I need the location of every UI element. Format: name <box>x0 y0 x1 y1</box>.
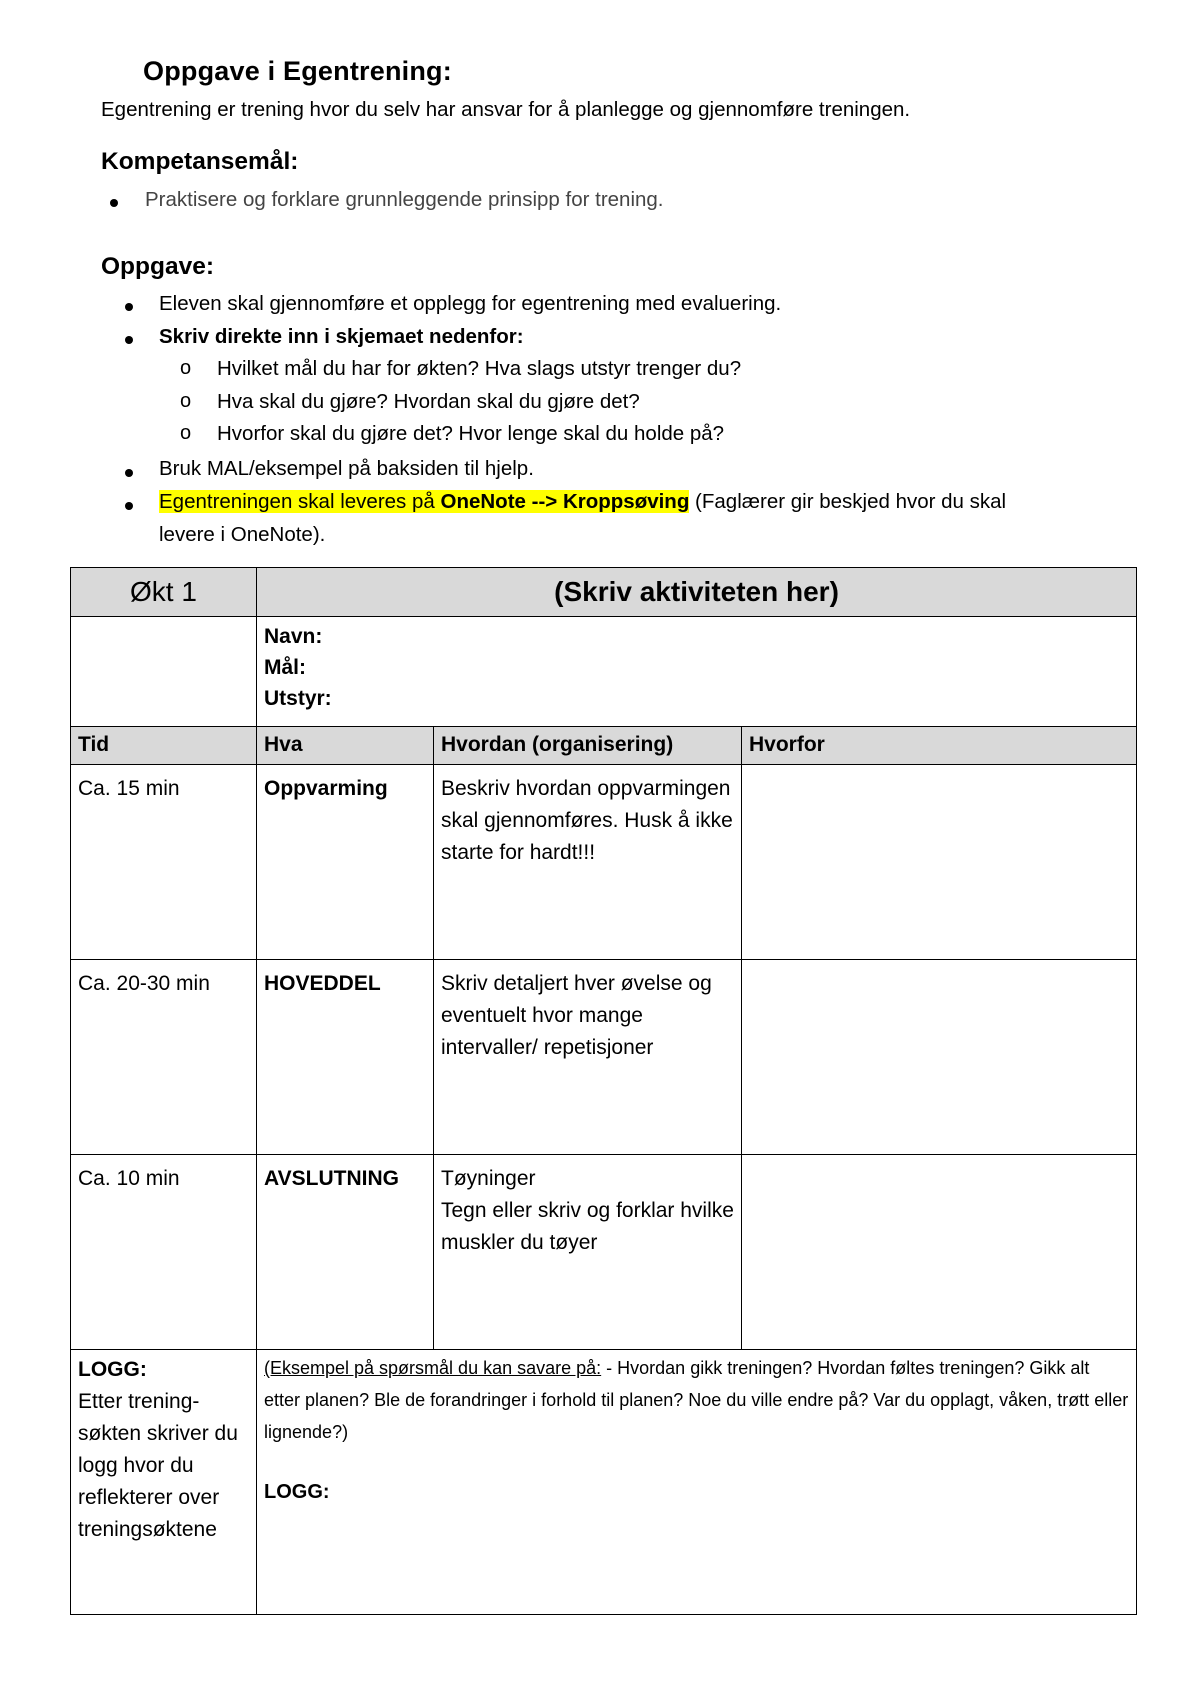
what-cell: AVSLUTNING <box>257 1155 434 1350</box>
how-line-1: Tøyninger <box>441 1167 536 1190</box>
what-cell: Oppvarming <box>257 765 434 960</box>
bullet-icon <box>125 303 133 311</box>
bullet-icon <box>125 469 133 477</box>
why-cell[interactable] <box>742 765 1137 960</box>
circle-bullet-icon: o <box>180 390 192 412</box>
table-row <box>71 1155 1137 1350</box>
circle-bullet-icon: o <box>180 422 192 444</box>
circle-bullet-icon: o <box>180 357 192 379</box>
info-fields-cell[interactable] <box>257 617 1137 727</box>
table-row <box>71 960 1137 1155</box>
time-cell: Ca. 10 min <box>71 1155 257 1350</box>
task-item-1: Eleven skal gjennomføre et opplegg for egentrening med evaluering. <box>159 292 782 315</box>
time-cell: Ca. 20-30 min <box>71 960 257 1155</box>
task-heading: Oppgave: <box>101 253 214 280</box>
log-label: LOGG: <box>78 1358 147 1381</box>
info-empty-cell <box>71 617 257 727</box>
competence-item: Praktisere og forklare grunnleggende prinsipp for trening. <box>145 188 664 211</box>
log-description-cell <box>71 1350 257 1615</box>
time-cell: Ca. 15 min <box>71 765 257 960</box>
column-header-how: Hvordan (organisering) <box>434 727 742 765</box>
how-cell[interactable] <box>434 1155 742 1350</box>
how-cell[interactable]: Skriv detaljert hver øvelse og eventuelt hvor mange intervaller/ repetisjoner <box>434 960 742 1155</box>
deliver-location: OneNote --> Kroppsøving <box>440 490 690 513</box>
competence-heading: Kompetansemål: <box>101 148 299 175</box>
what-cell: HOVEDDEL <box>257 960 434 1155</box>
training-plan-table <box>70 567 1137 1615</box>
log-example-lead: (Eksempel på spørsmål du kan savare på: <box>264 1358 602 1378</box>
task-subitem-3: Hvorfor skal du gjøre det? Hvor lenge skal du holde på? <box>217 422 725 445</box>
bullet-icon <box>125 336 133 344</box>
why-cell[interactable] <box>742 1155 1137 1350</box>
intro-text: Egentrening er trening hvor du selv har ansvar for å planlegge og gjennomføre treningen. <box>101 98 911 121</box>
deliver-note: (Faglærer gir beskjed hvor du skal <box>689 490 1007 513</box>
column-header-row <box>71 727 1137 765</box>
bullet-icon <box>125 502 133 510</box>
table-row <box>71 765 1137 960</box>
task-subitem-1: Hvilket mål du har for økten? Hva slags utstyr trenger du? <box>217 357 742 380</box>
log-description: Etter trening-søkten skriver du logg hvor du reflekterer over treningsøktene <box>78 1390 238 1541</box>
session-label: Økt 1 <box>71 568 257 617</box>
log-row <box>71 1350 1137 1615</box>
column-header-what: Hva <box>257 727 434 765</box>
table-header-row <box>71 568 1137 617</box>
log-example-questions: - Hvordan gikk treningen? Hvordan føltes treningen? Gikk alt etter planen? Ble de forandringer i forhold til planen? Noe du ville endre på? Var du opplagt, våken, trøtt eller lignende?) <box>264 1358 1129 1442</box>
goal-field-label: Mål: <box>264 656 306 679</box>
why-cell[interactable] <box>742 960 1137 1155</box>
equipment-field-label: Utstyr: <box>264 687 332 710</box>
task-item-2: Skriv direkte inn i skjemaet nedenfor: <box>159 325 524 348</box>
task-item-4 <box>159 490 1006 514</box>
deliver-instruction-highlight: Egentreningen skal leveres på <box>159 490 441 513</box>
how-cell[interactable]: Beskriv hvordan oppvarmingen skal gjennomføres. Husk å ikke starte for hardt!!! <box>434 765 742 960</box>
bullet-icon <box>110 199 118 207</box>
log-entry-label: LOGG: <box>264 1481 330 1503</box>
info-row <box>71 617 1137 727</box>
task-item-3: Bruk MAL/eksempel på baksiden til hjelp. <box>159 457 534 480</box>
column-header-why: Hvorfor <box>742 727 1137 765</box>
log-example <box>264 1352 1129 1448</box>
log-entry-cell[interactable] <box>257 1350 1137 1615</box>
how-line-2: Tegn eller skriv og forklar hvilke muskler du tøyer <box>441 1199 734 1254</box>
activity-field[interactable]: (Skriv aktiviteten her) <box>257 568 1137 617</box>
document-title: Oppgave i Egentrening: <box>143 56 452 86</box>
column-header-time: Tid <box>71 727 257 765</box>
task-item-4-continued: levere i OneNote). <box>159 523 326 546</box>
task-subitem-2: Hva skal du gjøre? Hvordan skal du gjøre det? <box>217 390 640 413</box>
name-field-label: Navn: <box>264 625 323 648</box>
